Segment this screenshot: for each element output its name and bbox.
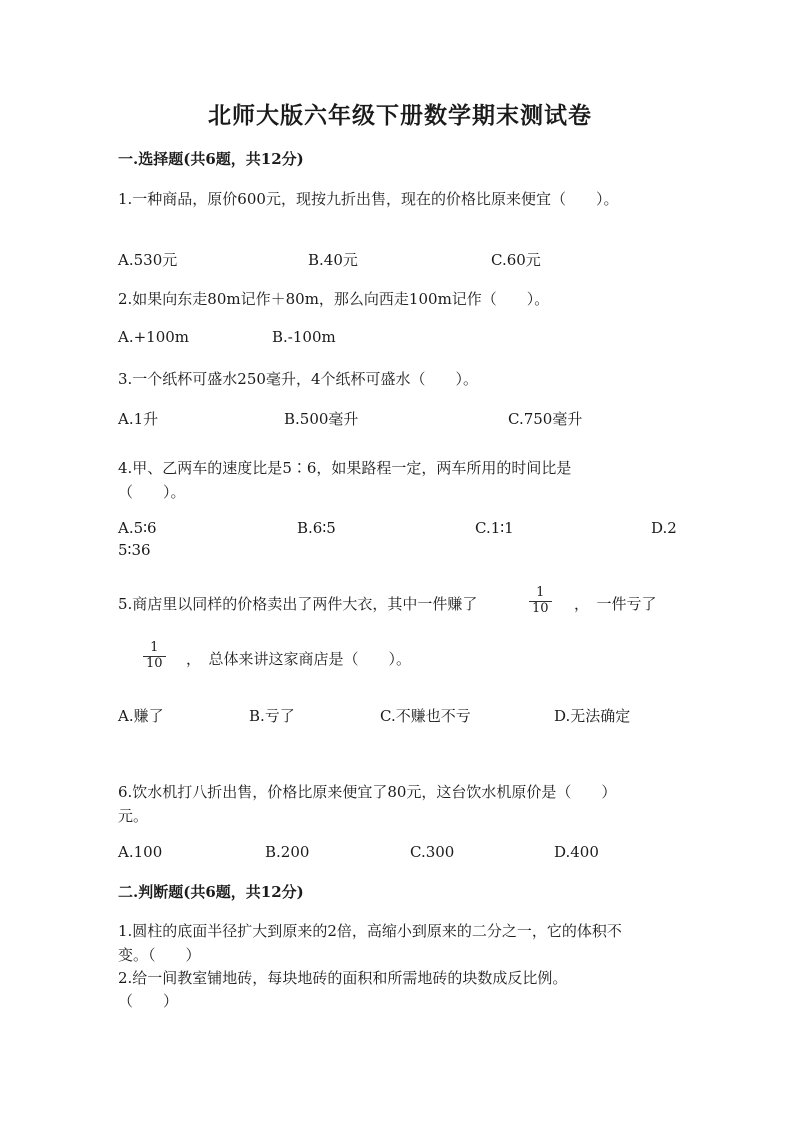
q5-option-c: C.不赚也不亏 [380,707,471,725]
question-1: 1.一种商品，原价600元，现按九折出售，现在的价格比原来便宜（ ）。 [118,190,619,208]
q4-option-c: C.1∶1 [475,519,514,537]
question-5-part2: ， 一件亏了 [574,595,657,613]
question-2: 2.如果向东走80m记作＋80m，那么向西走100m记作（ ）。 [118,290,550,308]
judgement-question-2-line1: 2.给一间教室铺地砖，每块地砖的面积和所需地砖的块数成反比例。 [118,969,568,987]
q3-option-b: B.500毫升 [284,410,359,428]
fraction-numerator: 1 [536,585,545,600]
section-heading-choice: 一.选择题(共6题，共12分) [118,150,304,168]
fraction-denominator: 10 [529,601,552,617]
fraction-one-tenth [529,586,552,617]
judgement-question-1-line1: 1.圆柱的底面半径扩大到原来的2倍，高缩小到原来的二分之一，它的体积不 [118,922,622,940]
fraction-one-tenth-2 [143,641,166,672]
q2-option-a: A.+100m [118,328,190,346]
section-heading-judgement: 二.判断题(共6题，共12分) [118,883,304,901]
q1-option-c: C.60元 [491,251,541,269]
q4-option-d: D.2 [651,519,677,537]
question-6-line2: 元。 [118,807,149,825]
q5-option-d: D.无法确定 [554,707,631,725]
q5-option-a: A.赚了 [118,707,164,725]
q4-option-d-wrap: 5∶36 [118,541,151,559]
q5-option-b: B.亏了 [249,707,295,725]
q1-option-a: A.530元 [118,251,178,269]
q6-option-b: B.200 [265,843,310,861]
question-3: 3.一个纸杯可盛水250毫升，4个纸杯可盛水（ ）。 [118,370,478,388]
q3-option-c: C.750毫升 [508,410,583,428]
question-5-part3: ， 总体来讲这家商店是（ ）。 [186,650,412,668]
q6-option-d: D.400 [554,843,599,861]
fraction-denominator: 10 [143,656,166,672]
q4-option-a: A.5∶6 [118,519,157,537]
document-title: 北师大版六年级下册数学期末测试卷 [208,102,592,129]
question-4-line1: 4.甲、乙两车的速度比是5∶6，如果路程一定，两车所用的时间比是 [118,459,572,477]
q3-option-a: A.1升 [118,410,159,428]
fraction-numerator: 1 [150,640,159,655]
q4-option-b: B.6∶5 [297,519,336,537]
question-4-line2: （ ）。 [118,483,186,501]
q6-option-c: C.300 [410,843,455,861]
question-6-line1: 6.饮水机打八折出售，价格比原来便宜了80元，这台饮水机原价是（ ） [118,783,617,801]
q1-option-b: B.40元 [308,251,358,269]
q6-option-a: A.100 [118,843,163,861]
q2-option-b: B.-100m [272,328,336,346]
question-5-part1: 5.商店里以同样的价格卖出了两件大衣，其中一件赚了 [118,595,478,613]
judgement-question-2-line2: （ ） [118,992,179,1010]
judgement-question-1-line2: 变。（ ） [118,946,201,964]
